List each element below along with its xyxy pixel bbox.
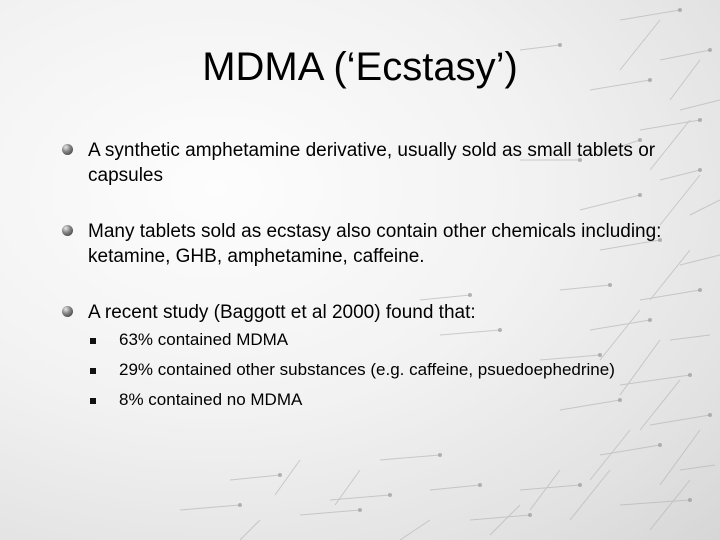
sub-bullet-text: 29% contained other substances (e.g. caffeine, psuedoephedrine)	[119, 360, 615, 379]
square-bullet-icon	[90, 398, 96, 404]
sub-bullet-item	[88, 389, 680, 411]
sphere-bullet-icon	[62, 306, 73, 317]
square-bullet-icon	[90, 338, 96, 344]
bullet-text: A synthetic amphetamine derivative, usually sold as small tablets or capsules	[88, 140, 656, 186]
bullet-text: Many tablets sold as ecstasy also contain other chemicals including: ketamine, GHB, amphetamine, caffeine.	[88, 221, 662, 267]
bullet-item	[60, 219, 680, 269]
bullet-list	[60, 138, 680, 411]
sphere-bullet-icon	[62, 144, 73, 155]
sub-bullet-item	[88, 329, 680, 351]
sphere-bullet-icon	[62, 225, 73, 236]
slide-title: MDMA (‘Ecstasy’)	[202, 45, 518, 89]
sub-bullet-item	[88, 359, 680, 381]
sub-bullet-text: 63% contained MDMA	[119, 330, 289, 349]
square-bullet-icon	[90, 368, 96, 374]
sub-bullet-text: 8% contained no MDMA	[119, 390, 303, 409]
bullet-item	[60, 300, 680, 411]
sub-bullet-list	[88, 329, 680, 411]
bullet-text: A recent study (Baggott et al 2000) found that:	[88, 302, 476, 323]
bullet-item	[60, 138, 680, 188]
